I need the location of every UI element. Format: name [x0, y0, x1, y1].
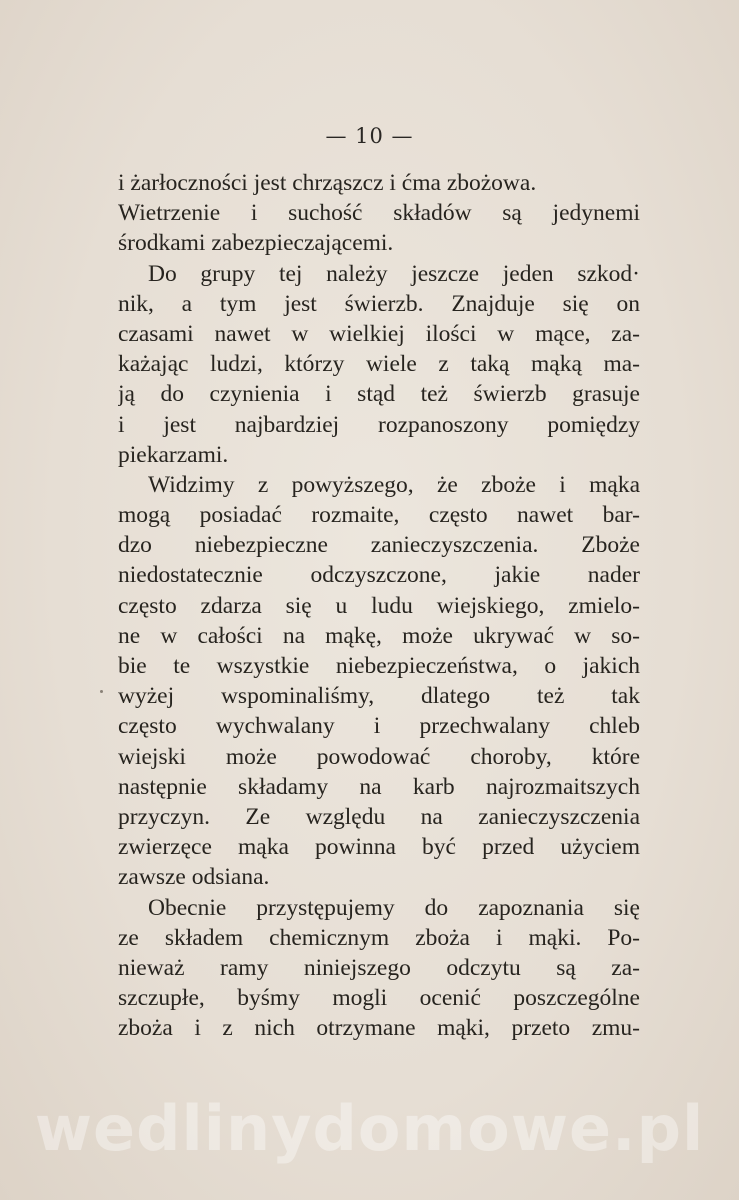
text-line: piekarzami.: [118, 441, 229, 468]
text-line: Obecnie przystępujemy do zapoznania się: [148, 894, 640, 921]
text-line: szczupłe, byśmy mogli ocenić poszczególne: [118, 985, 640, 1012]
text-line: bie te wszystkie niebezpieczeństwa, o jakich: [118, 653, 640, 679]
text-line: Wietrzenie i suchość składów są jedynemi: [118, 200, 640, 227]
watermark: wedlinydomowe.pl: [34, 1092, 705, 1165]
text-line: ne w całości na mąkę, może ukrywać w so-: [118, 622, 640, 649]
text-line: zboża i z nich otrzymane mąki, przeto zmu-: [118, 1015, 640, 1042]
text-line: ją do czynienia i stąd też świerzb grasuje: [118, 381, 640, 408]
text-line: wyżej wspominaliśmy, dlatego też tak: [118, 683, 640, 710]
text-line: zawsze odsiana.: [118, 864, 270, 891]
paper-speck: [100, 690, 103, 693]
page-number: — 10 —: [325, 124, 414, 148]
text-line: Do grupy tej należy jeszcze jeden szkod·: [148, 260, 640, 287]
text-line: nik, a tym jest świerzb. Znajduje się on: [118, 290, 640, 317]
text-line: nieważ ramy niniejszego odczytu są za-: [118, 954, 640, 981]
text-line: ze składem chemicznym zboża i mąki. Po-: [118, 924, 640, 951]
text-line: niedostatecznie odczyszczone, jakie nader: [118, 562, 640, 589]
text-line: Widzimy z powyższego, że zboże i mąka: [148, 471, 640, 498]
text-line: czasami nawet w wielkiej ilości w mące, za-: [118, 320, 640, 347]
text-line: często wychwalany i przechwalany chleb: [118, 713, 640, 740]
text-line: mogą posiadać rozmaite, często nawet bar-: [118, 502, 640, 529]
text-line: i jest najbardziej rozpanoszony pomiędzy: [118, 411, 640, 438]
text-line: i żarłoczności jest chrząszcz i ćma zbożowa.: [118, 170, 537, 196]
text-line: zwierzęce mąka powinna być przed użyciem: [118, 834, 640, 861]
text-line: następnie składamy na karb najrozmaitszych: [118, 773, 640, 800]
text-line: często zdarza się u ludu wiejskiego, zmielo-: [118, 592, 640, 619]
text-line: wiejski może powodować choroby, które: [118, 743, 640, 770]
text-line: środkami zabezpieczającemi.: [118, 230, 394, 257]
text-line: przyczyn. Ze względu na zanieczyszczenia: [118, 803, 640, 830]
text-line: każając ludzi, którzy wiele z taką mąką ma-: [118, 351, 640, 378]
body-text: [118, 168, 640, 1043]
text-line: dzo niebezpieczne zanieczyszczenia. Zboże: [118, 532, 640, 559]
